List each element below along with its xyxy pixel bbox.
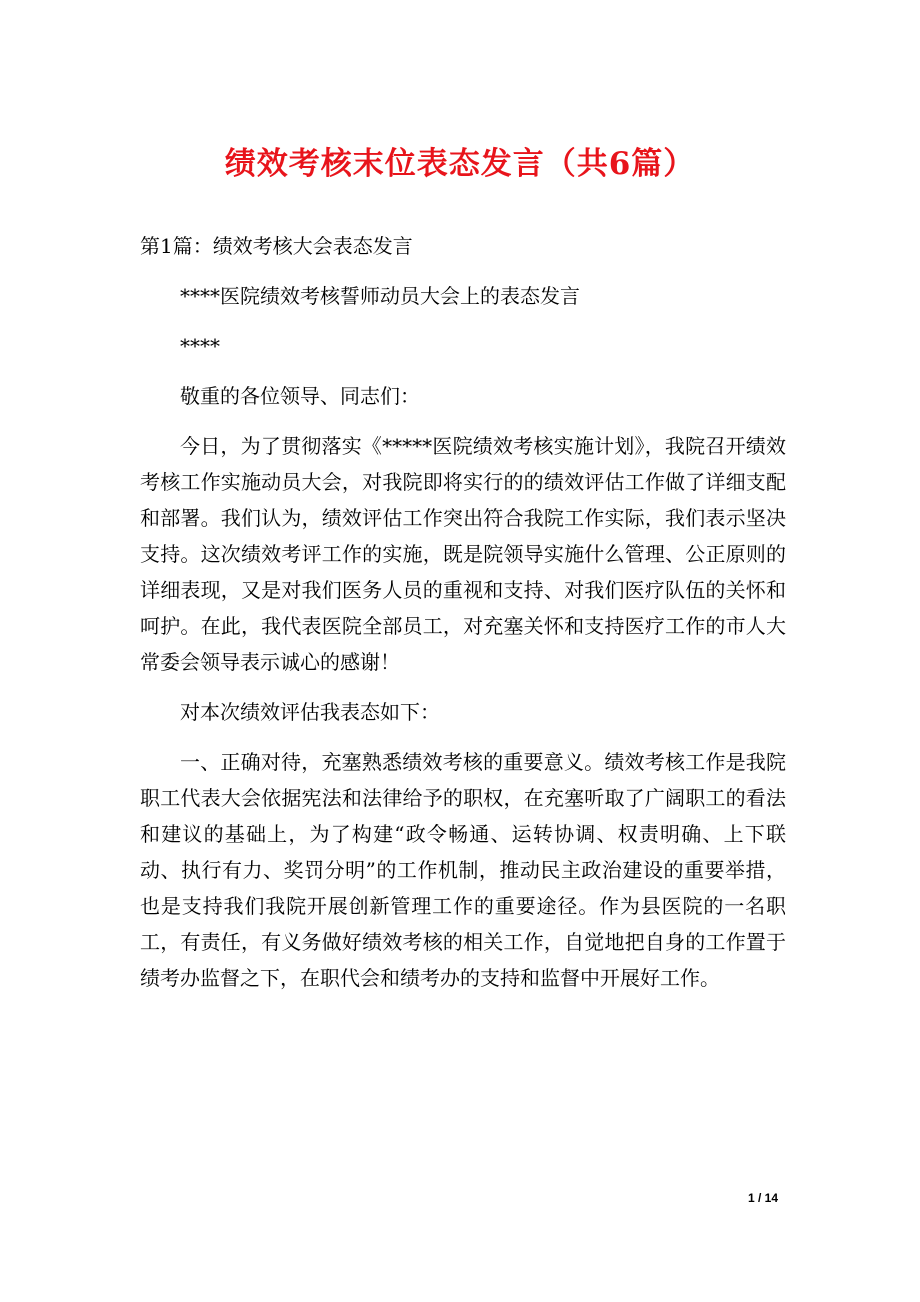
paragraph-salutation: 敬重的各位领导、同志们： <box>180 384 420 408</box>
paragraph-body: 一、正确对待，充塞熟悉绩效考核的重要意义。绩效考核工作是我院职工代表大会依据宪法和法律给予的职权，在充塞听取了广阔职工的看法和建议的基础上，为了构建“政令畅通、运转协调、权责明确、上下联动、执行有力、奖罚分明”的工作机制，推动民主政治建设的重要举措，也是支持我们我院开展创新管理工作的重要途径。作为县医院的一名职工，有责任，有义务做好绩效考核的相关工作，自觉地把自身的工作置于绩考办监督之下，在职代会和绩考办的支持和监督中开展好工作。 <box>140 750 786 990</box>
document-title: 绩效考核末位表态发言（共6篇） <box>224 146 696 182</box>
paragraph-author: **** <box>180 334 220 358</box>
page-number: 1 / 14 <box>748 1191 779 1205</box>
document-body <box>140 278 786 1010</box>
paragraph-body: 今日，为了贯彻落实《*****医院绩效考核实施计划》，我院召开绩效考核工作实施动员大会，对我院即将实行的的绩效评估工作做了详细支配和部署。我们认为，绩效评估工作突出符合我院工作实际，我们表示坚决支持。这次绩效考评工作的实施，既是院领导实施什么管理、公正原则的详细表现，又是对我们医务人员的重视和支持、对我们医疗队伍的关怀和呵护。在此，我代表医院全部员工，对充塞关怀和支持医疗工作的市人大常委会领导表示诚心的感谢！ <box>140 434 786 674</box>
paragraph-subtitle: ****医院绩效考核誓师动员大会上的表态发言 <box>180 284 580 308</box>
paragraph-body: 对本次绩效评估我表态如下： <box>180 700 440 724</box>
chapter-heading: 第1篇：绩效考核大会表态发言 <box>140 234 413 258</box>
